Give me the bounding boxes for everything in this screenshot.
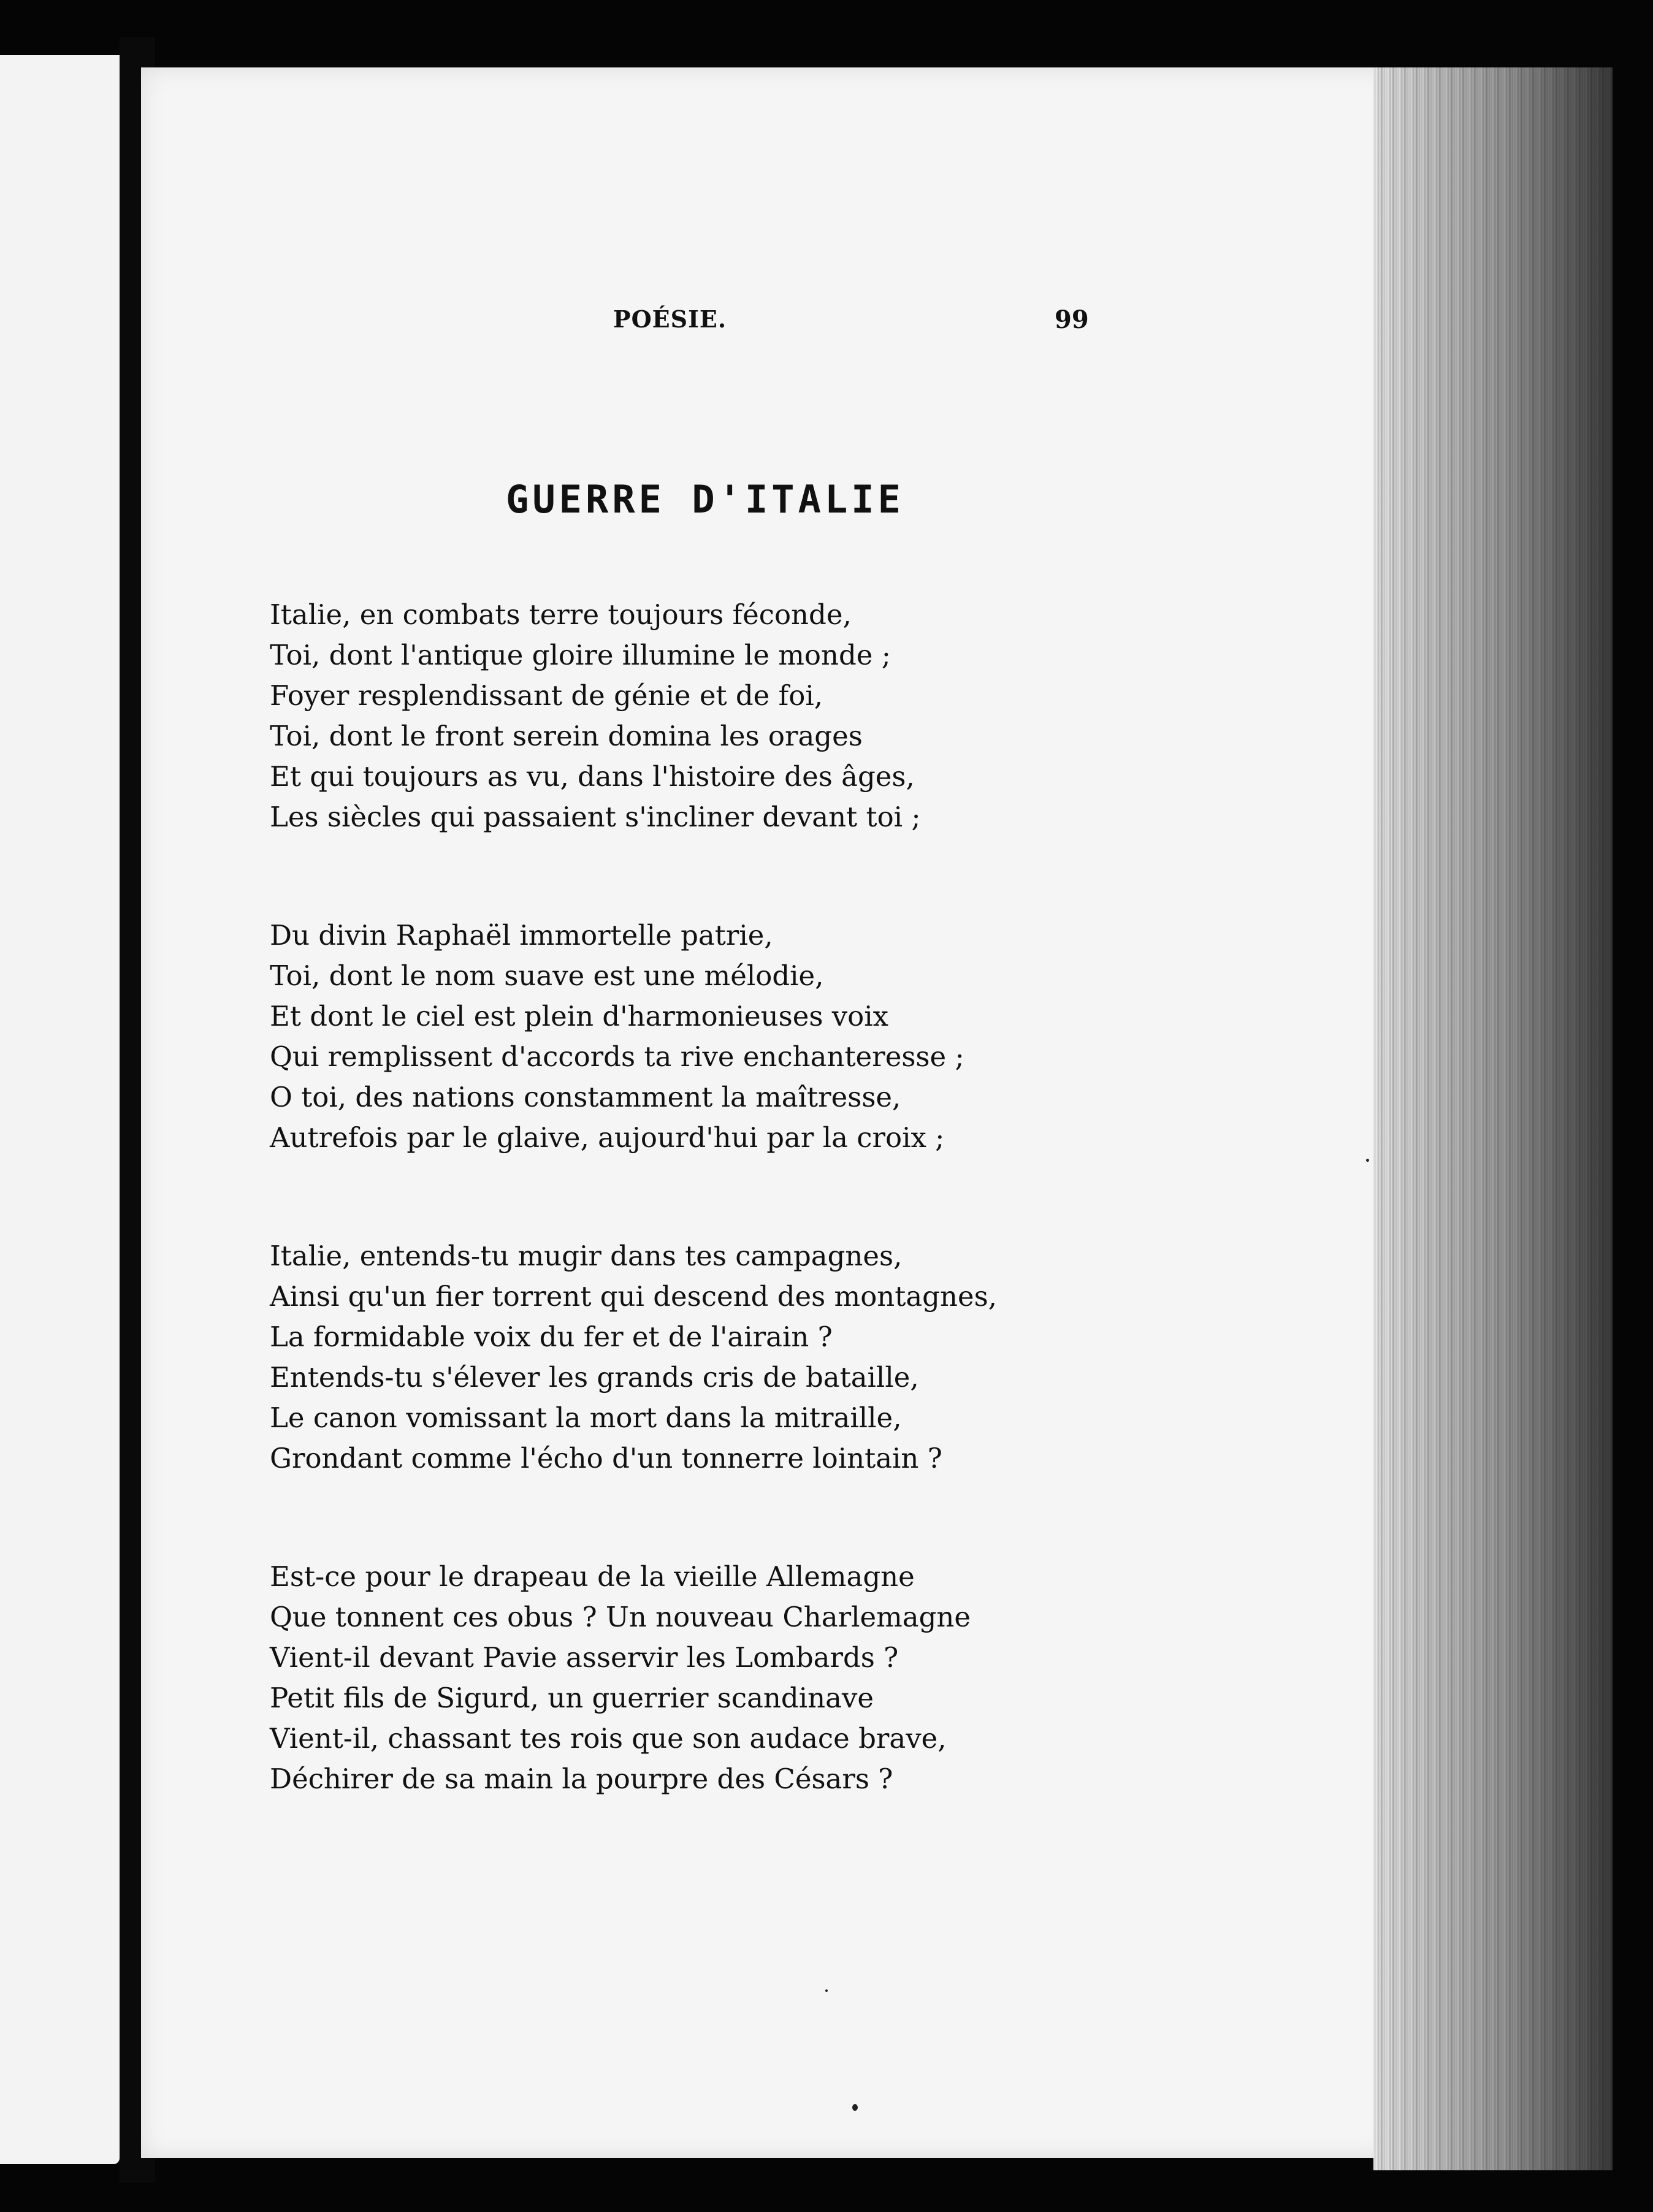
running-title: POÉSIE.: [613, 305, 727, 333]
stanza-2: [270, 915, 1067, 1158]
verse-line: Qui remplissent d'accords ta rive enchanteresse ;: [270, 1040, 964, 1073]
verse-line: La formidable voix du fer et de l'airain ?: [270, 1321, 833, 1353]
verse-line: Toi, dont le nom suave est une mélodie,: [270, 959, 824, 992]
verse-line: Vient-il, chassant tes rois que son audace brave,: [270, 1722, 947, 1755]
ink-speck: [825, 1989, 828, 1992]
verse-line: Ainsi qu'un fier torrent qui descend des montagnes,: [270, 1280, 997, 1313]
stanza-3: [270, 1236, 1067, 1479]
ink-speck: [852, 2104, 858, 2111]
verse-line: Le canon vomissant la mort dans la mitraille,: [270, 1402, 902, 1434]
verse-line: Toi, dont l'antique gloire illumine le monde ;: [270, 639, 891, 671]
verse-line: Et qui toujours as vu, dans l'histoire des âges,: [270, 760, 915, 793]
stanza-1: [270, 595, 1067, 837]
scan-border: [1613, 0, 1653, 2212]
verse-line: Est-ce pour le drapeau de la vieille Allemagne: [270, 1560, 915, 1593]
poem-body: [270, 595, 1067, 1877]
ink-speck: [1366, 1159, 1369, 1162]
verse-line: Grondant comme l'écho d'un tonnerre lointain ?: [270, 1442, 942, 1474]
verse-line: Italie, en combats terre toujours féconde,: [270, 598, 852, 631]
poem-title: GUERRE D'ITALIE: [506, 477, 904, 522]
verse-line: Déchirer de sa main la pourpre des Césars ?: [270, 1763, 893, 1795]
page-number: 99: [1055, 305, 1089, 334]
verse-line: Les siècles qui passaient s'incliner devant toi ;: [270, 801, 921, 833]
previous-page-edge: [0, 55, 120, 2164]
running-header: [613, 305, 1104, 342]
verse-line: Italie, entends-tu mugir dans tes campagnes,: [270, 1240, 903, 1272]
stanza-4: [270, 1557, 1067, 1799]
verse-line: Vient-il devant Pavie asservir les Lombards ?: [270, 1641, 899, 1674]
verse-line: Entends-tu s'élever les grands cris de bataille,: [270, 1361, 919, 1394]
verse-line: Petit fils de Sigurd, un guerrier scandinave: [270, 1682, 874, 1714]
page-stack-edge: [1373, 67, 1613, 2170]
verse-line: Autrefois par le glaive, aujourd'hui par la croix ;: [270, 1121, 945, 1154]
verse-line: Et dont le ciel est plein d'harmonieuses voix: [270, 1000, 889, 1032]
verse-line: Du divin Raphaël immortelle patrie,: [270, 919, 773, 952]
verse-line: Foyer resplendissant de génie et de foi,: [270, 679, 823, 712]
verse-line: O toi, des nations constamment la maîtresse,: [270, 1081, 901, 1113]
verse-line: Toi, dont le front serein domina les orages: [270, 720, 863, 752]
verse-line: Que tonnent ces obus ? Un nouveau Charlemagne: [270, 1601, 971, 1633]
